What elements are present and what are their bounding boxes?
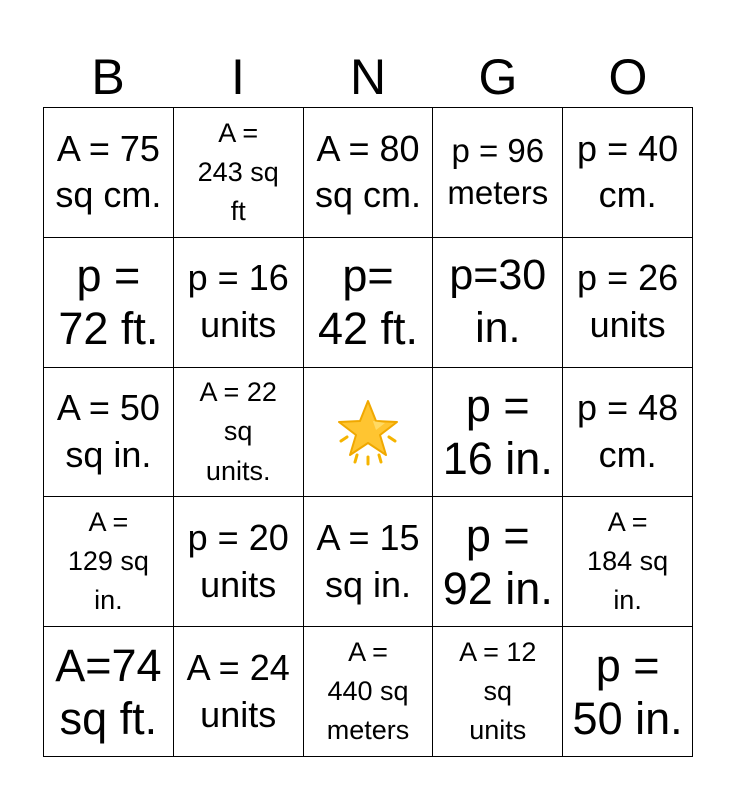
bingo-cell[interactable] <box>563 627 693 757</box>
cell-text: p=30 in. <box>449 250 547 353</box>
header-letter-n: N <box>349 49 387 105</box>
bingo-cell[interactable] <box>563 108 693 238</box>
cell-text: p = 26 units <box>577 257 679 346</box>
cell-text: A = 184 sq in. <box>587 507 669 616</box>
cell-text: A = 75 sq cm. <box>55 127 162 216</box>
bingo-cell[interactable] <box>44 627 174 757</box>
cell-text: p = 48 cm. <box>577 387 679 475</box>
free-space-cell[interactable] <box>304 368 434 498</box>
header-letter-g: G <box>478 49 518 105</box>
cell-text: A = 129 sq in. <box>67 507 149 616</box>
cell-text: A = 24 units <box>186 646 290 735</box>
cell-text: p = 50 in. <box>572 639 683 744</box>
cell-text: p = 72 ft. <box>58 250 159 355</box>
bingo-cell[interactable] <box>44 108 174 238</box>
star-icon <box>333 397 403 467</box>
cell-text: A = 440 sq meters <box>326 636 410 746</box>
bingo-cell[interactable] <box>174 497 304 627</box>
bingo-cell[interactable] <box>433 238 563 368</box>
bingo-cell[interactable] <box>433 368 563 498</box>
bingo-cell[interactable] <box>174 108 304 238</box>
cell-text: A = 80 sq cm. <box>314 127 421 216</box>
cell-text: p = 40 cm. <box>577 127 679 216</box>
cell-text: p = 20 units <box>187 516 289 605</box>
cell-text: p= 42 ft. <box>317 250 419 355</box>
cell-text: A = 50 sq in. <box>56 387 160 475</box>
cell-text: A = 12 sq units <box>459 636 537 746</box>
bingo-cell[interactable] <box>433 627 563 757</box>
header-letter-i: I <box>231 49 245 105</box>
bingo-cell[interactable] <box>304 238 434 368</box>
bingo-cell[interactable] <box>433 497 563 627</box>
bingo-cell[interactable] <box>44 497 174 627</box>
cell-text: A=74 sq ft. <box>55 639 162 744</box>
bingo-cell[interactable] <box>563 497 693 627</box>
header-letter-o: O <box>608 49 648 105</box>
cell-text: A = 243 sq ft <box>197 117 279 226</box>
bingo-cell[interactable] <box>174 238 304 368</box>
bingo-cell[interactable] <box>304 497 434 627</box>
bingo-header <box>43 48 693 106</box>
bingo-cell[interactable] <box>44 368 174 498</box>
cell-text: A = 22 sq units. <box>199 377 277 486</box>
bingo-cell[interactable] <box>563 368 693 498</box>
bingo-cell[interactable] <box>304 627 434 757</box>
bingo-cell[interactable] <box>563 238 693 368</box>
bingo-cell[interactable] <box>304 108 434 238</box>
header-letter-b: B <box>91 49 125 105</box>
bingo-cell[interactable] <box>433 108 563 238</box>
cell-text: p = 92 in. <box>442 509 553 614</box>
bingo-cell[interactable] <box>174 627 304 757</box>
cell-text: p = 16 units <box>187 257 289 346</box>
cell-text: p = 16 in. <box>442 379 553 484</box>
bingo-board <box>43 107 693 757</box>
cell-text: p = 96 meters <box>447 131 549 212</box>
bingo-cell[interactable] <box>44 238 174 368</box>
bingo-cell[interactable] <box>174 368 304 498</box>
cell-text: A = 15 sq in. <box>316 516 420 605</box>
